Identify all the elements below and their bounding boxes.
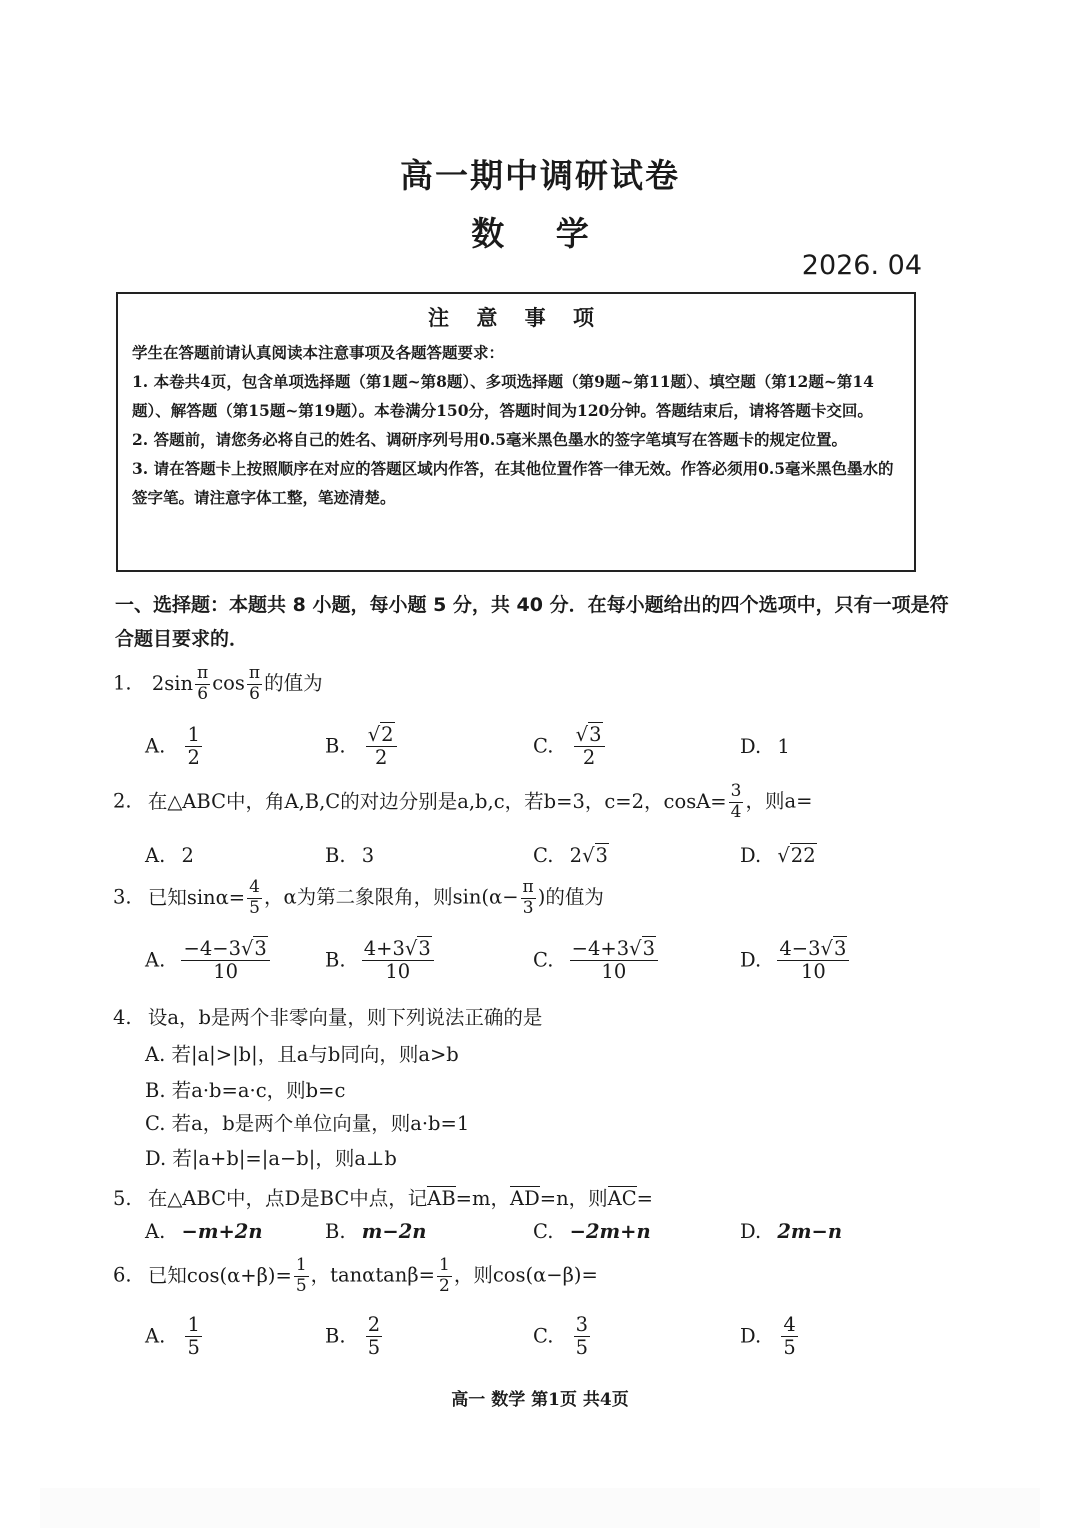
option-label: B.: [325, 734, 346, 758]
fraction: [574, 1314, 590, 1360]
q3-text-2: ，α为第二象限角，则sin(α−: [263, 885, 519, 909]
notice-item-1: 1. 本卷共4页，包含单项选择题（第1题~第8题）、多项选择题（第9题~第11题）、填空题（第12题~第14题）、解答题（第15题~第19题）。本卷满分150分，答题时间为120分钟。答题结束后，请将答题卡交回。: [132, 372, 874, 420]
option-label: D.: [740, 1324, 762, 1348]
q6-text-2: ，tanαtanβ=: [310, 1263, 435, 1287]
denominator: 5: [367, 1336, 381, 1360]
option-label: B.: [325, 1220, 346, 1243]
denominator: 10: [601, 960, 627, 984]
q2-option-d: [740, 844, 817, 867]
question-number: 5.: [113, 1187, 132, 1210]
numerator: √2: [366, 724, 397, 747]
numerator: 2: [367, 1313, 381, 1336]
radicand: 3: [642, 937, 655, 960]
fraction: [570, 938, 658, 984]
numerator: √3: [574, 724, 605, 747]
option-label: C.: [533, 1324, 554, 1348]
denominator: 5: [249, 897, 260, 918]
fraction: [777, 938, 849, 984]
option-label: A.: [145, 1220, 166, 1243]
option-value: −2m+n: [569, 1220, 651, 1243]
q6-option-d: [740, 1314, 800, 1360]
question-number: 1.: [113, 671, 132, 695]
denominator: 3: [522, 897, 534, 918]
q1-option-d: [740, 735, 790, 758]
q5-eq-m: =m，: [455, 1187, 511, 1210]
q3-text-3: )的值为: [537, 885, 604, 909]
question-4: [113, 1002, 542, 1030]
q3-option-c: [533, 938, 660, 984]
q3-text-1: 已知sinα=: [147, 885, 246, 909]
numerator: 1: [295, 1255, 307, 1275]
fraction: [181, 938, 269, 984]
question-number: 4.: [113, 1006, 132, 1029]
numerator: 4: [783, 1313, 796, 1336]
q6-text-3: ，则cos(α−β)=: [453, 1263, 598, 1287]
notice-box: [116, 292, 916, 572]
notice-item-3: 3. 请在答题卡上按照顺序在对应的答题区域内作答，在其他位置作答一律无效。作答必须用0.5毫米黑色墨水的签字笔。请注意字体工整，笔迹清楚。: [132, 459, 894, 507]
denominator: 2: [438, 1275, 450, 1296]
fraction: [185, 1314, 201, 1360]
option-label: A.: [145, 844, 166, 867]
denominator: 10: [385, 960, 411, 984]
numerator: 3: [730, 781, 742, 801]
page-footer: 高一 数学 第1页 共4页: [451, 1390, 629, 1410]
exam-title: 高一期中调研试卷: [400, 156, 680, 195]
fraction: [362, 938, 434, 984]
fraction: [574, 724, 605, 770]
fraction: [521, 878, 536, 918]
vector-ab: AB: [427, 1187, 456, 1210]
denominator: 5: [187, 1336, 200, 1360]
q4-option-b: B. 若a·b=a·c，则b=c: [145, 1079, 346, 1102]
radicand: 22: [790, 844, 816, 867]
q2-option-b: [325, 844, 374, 867]
denominator: 2: [187, 746, 200, 770]
option-label: D.: [740, 1220, 762, 1243]
q5-option-a: [145, 1220, 263, 1243]
q5-option-c: [533, 1220, 651, 1243]
q6-text-1: 已知cos(α+β)=: [147, 1263, 292, 1287]
q2-text: 在△ABC中，角A,B,C的对边分别是a,b,c，若b=3，c=2，cosA=: [147, 789, 727, 813]
question-3: [113, 878, 604, 918]
option-label: C.: [533, 1220, 554, 1243]
radicand: 2: [381, 723, 394, 746]
fraction: [247, 878, 262, 918]
fraction: [195, 664, 210, 704]
option-value: 2m−n: [777, 1220, 843, 1243]
q1-coef: 2sin: [151, 671, 194, 695]
option-label: A.: [145, 948, 166, 972]
question-1: [113, 664, 323, 704]
fraction: [366, 1314, 382, 1360]
denominator: 5: [783, 1336, 796, 1360]
q5-option-d: [740, 1220, 842, 1243]
option-label: A.: [145, 1324, 166, 1348]
q4-text: 设a，b是两个非零向量，则下列说法正确的是: [147, 1006, 543, 1029]
option-value: 2: [181, 844, 194, 867]
fraction: [437, 1256, 452, 1296]
num-text: 4+3: [363, 937, 405, 960]
numerator: 1: [187, 1313, 200, 1336]
notice-item-2: 2. 答题前，请您务必将自己的姓名、调研序列号用0.5毫米黑色墨水的签字笔填写在答题卡的规定位置。: [132, 430, 848, 449]
numerator: 4: [249, 877, 260, 897]
denominator: 6: [249, 683, 260, 704]
q1-option-a: [145, 724, 204, 770]
q1-tail: 的值为: [264, 671, 323, 695]
radicand: 3: [595, 844, 608, 867]
option-label: B.: [325, 1324, 346, 1348]
bottom-shadow: [40, 1488, 1040, 1528]
question-number: 6.: [113, 1263, 132, 1287]
question-number: 3.: [113, 885, 132, 909]
numerator: −4−3√3: [181, 938, 269, 961]
numerator: 4−3√3: [777, 938, 849, 961]
fraction: [294, 1256, 309, 1296]
radicand: 3: [833, 937, 847, 960]
sqrt-sign: √: [777, 844, 790, 867]
fraction: [781, 1314, 797, 1360]
option-value: 2: [569, 844, 583, 867]
q6-option-a: [145, 1314, 204, 1360]
numerator: −4+3√3: [570, 938, 658, 961]
q5-text-1: 在△ABC中，点D是BC中点，记: [147, 1187, 428, 1210]
fraction: [185, 724, 201, 770]
question-6: [113, 1256, 598, 1296]
numerator: 4+3√3: [362, 938, 434, 961]
q2-option-c: C. 2√3: [533, 844, 608, 867]
radicand: 3: [589, 723, 602, 746]
q5-eq-n: =n，则: [539, 1187, 608, 1210]
fraction: [247, 664, 262, 704]
q3-option-b: [325, 938, 436, 984]
fraction: [366, 724, 397, 770]
subject-title: 数 学: [471, 214, 609, 253]
q5-option-b: [325, 1220, 426, 1243]
radicand: 3: [254, 937, 267, 960]
option-label: D.: [740, 948, 762, 972]
q6-option-c: [533, 1314, 592, 1360]
option-label: D.: [740, 735, 762, 758]
option-label: B.: [325, 844, 346, 867]
option-value: −m+2n: [181, 1220, 263, 1243]
notice-intro: 学生在答题前请认真阅读本注意事项及各题答题要求：: [132, 343, 505, 362]
numerator: π: [522, 877, 534, 897]
q1-option-b: [325, 724, 399, 770]
vector-ac: AC: [607, 1187, 637, 1210]
numerator: 3: [575, 1313, 589, 1336]
option-label: C.: [533, 844, 554, 867]
notice-title: 注 意 事 项: [428, 306, 604, 330]
q4-option-c: C. 若a，b是两个单位向量，则a·b=1: [145, 1112, 470, 1135]
numerator: 1: [438, 1255, 450, 1275]
denominator: 2: [374, 746, 388, 770]
num-text: 4−3: [779, 937, 821, 960]
q2-tail: ，则a=: [745, 789, 813, 813]
exam-date: 2026. 04: [801, 250, 922, 281]
vector-ad: AD: [510, 1187, 540, 1210]
option-label: A.: [145, 734, 166, 758]
q3-option-d: [740, 938, 851, 984]
q1-cos: cos: [212, 671, 245, 695]
denominator: 2: [582, 746, 596, 770]
option-label: D.: [740, 844, 762, 867]
q2-option-a: [145, 844, 194, 867]
denominator: 5: [295, 1275, 307, 1296]
question-2: [113, 782, 812, 822]
denominator: 10: [213, 960, 239, 984]
q1-option-c: [533, 724, 607, 770]
numerator: π: [248, 663, 261, 683]
option-label: C.: [533, 948, 554, 972]
question-number: 2.: [113, 789, 132, 813]
denominator: 5: [575, 1336, 589, 1360]
q4-option-a: A. 若|a|>|b|，且a与b同向，则a>b: [145, 1043, 459, 1066]
numerator: 1: [187, 723, 200, 746]
denominator: 6: [197, 683, 209, 704]
option-label: C.: [533, 734, 554, 758]
denominator: 4: [730, 801, 742, 822]
q5-eq: =: [636, 1187, 653, 1210]
q4-option-d: D. 若|a+b|=|a−b|，则a⊥b: [145, 1147, 397, 1170]
option-label: B.: [325, 948, 346, 972]
option-value: 1: [777, 735, 790, 758]
denominator: 10: [800, 960, 826, 984]
num-text: −4−3: [183, 937, 241, 960]
num-text: −4+3: [571, 937, 630, 960]
numerator: π: [197, 663, 209, 683]
option-value: 3: [361, 844, 375, 867]
radicand: 3: [418, 937, 431, 960]
q6-option-b: [325, 1314, 384, 1360]
option-value: m−2n: [361, 1220, 427, 1243]
section-heading: 一、选择题：本题共 8 小题，每小题 5 分，共 40 分．在每小题给出的四个选项中，只有一项是符合题目要求的．: [115, 594, 949, 650]
question-5: [113, 1183, 653, 1211]
q3-option-a: [145, 938, 272, 984]
fraction: [729, 782, 744, 822]
